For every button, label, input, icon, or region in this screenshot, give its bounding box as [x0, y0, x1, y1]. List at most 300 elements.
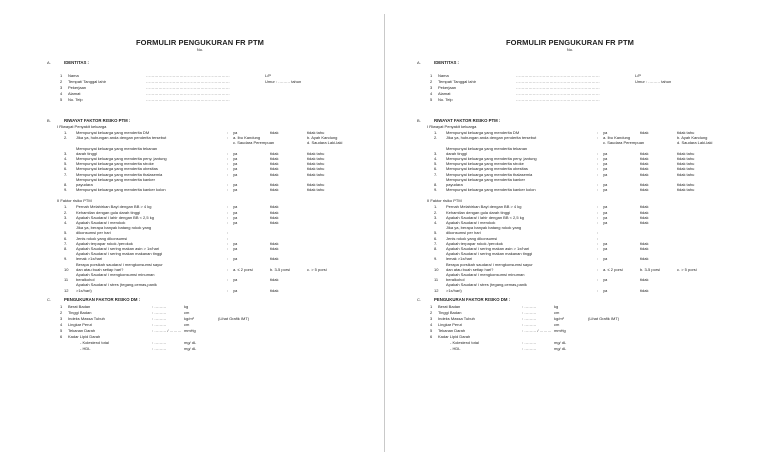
- answer-option: ya: [233, 209, 238, 215]
- field-label: Tempat/ Tanggal lahir: [438, 79, 476, 84]
- subsection-label: I Riwayat Penyakit keluarga: [427, 124, 477, 129]
- answer-option: tidak: [270, 150, 279, 156]
- answer-option: ya: [603, 204, 608, 210]
- section-title: PENGUKURAN FAKTOR RISIKO DM :: [64, 296, 141, 302]
- section-letter: C.: [417, 296, 421, 302]
- question-number: 11: [64, 277, 69, 283]
- question-text: dikonsumsi per hari: [446, 230, 481, 236]
- field-label: Nama: [438, 73, 449, 78]
- question-text: Mempunyai keluarga yang menderita tekanan: [76, 145, 158, 151]
- question-text: Mempunyai keluarga yang menderita kanker kolon: [76, 187, 166, 193]
- field-unit: mg/ dL: [184, 345, 197, 351]
- answer-option: ya: [603, 277, 608, 283]
- answer-option: tidak: [270, 182, 279, 187]
- question-text: Mempunyai keluarga yang menderita obesitas: [76, 166, 158, 172]
- answer-colon: :: [227, 287, 229, 293]
- answer-option: c. Saudara Perempuan: [233, 140, 275, 146]
- answer-colon: :: [227, 204, 229, 210]
- field-number: 4: [60, 321, 63, 327]
- question-row: [370, 187, 754, 193]
- answer-option: tidak: [640, 220, 649, 225]
- field-unit: kg/m²: [184, 315, 194, 321]
- question-number: 3.: [434, 150, 438, 156]
- question-number: 2.: [434, 209, 438, 215]
- measurement-field: [0, 346, 384, 352]
- field-label: Tinggi Badan: [68, 309, 92, 315]
- question-text: Berapa porsikah saudara/ i mengkonsumsi sayur: [76, 261, 163, 267]
- question-text: Apakah terpapar rokok /perokok: [446, 240, 503, 246]
- answer-option: ya: [233, 256, 238, 262]
- question-text: Mempunyai keluarga yang menderita stroke: [446, 161, 524, 167]
- answer-colon: :: [227, 182, 229, 187]
- answer-colon: :: [597, 256, 599, 262]
- field-value-blank: ……………………………………………………: [516, 73, 600, 78]
- question-text: >1x/hari): [76, 287, 92, 293]
- field-value-blank: ……………………………………………………: [516, 91, 600, 96]
- answer-option: a. ≤ 2 porsi: [603, 266, 623, 272]
- answer-colon: :: [227, 130, 229, 135]
- answer-option: tidak tahu: [307, 171, 325, 177]
- answer-colon: :: [227, 135, 229, 141]
- section-letter: B.: [47, 118, 51, 123]
- question-text: Apakah Saudara/ i sering makan makanan tinggi: [446, 251, 533, 257]
- question-text: dan atau buah setiap hari?: [76, 266, 124, 272]
- answer-colon: :: [227, 220, 229, 225]
- field-value-blank: ……………………………………………………: [146, 97, 230, 102]
- answer-colon: :: [597, 130, 599, 135]
- answer-option: tidak: [270, 130, 279, 135]
- answer-option: b. 3-5 porsi: [270, 266, 291, 272]
- field-value-blank: ……………………………………………………: [516, 79, 600, 84]
- question-number: 6.: [64, 166, 68, 172]
- answer-colon: :: [597, 161, 599, 167]
- answer-option: ya: [603, 130, 608, 135]
- answer-option: tidak tahu: [307, 161, 325, 167]
- field-label: Kadar Lipid Darah: [438, 333, 471, 339]
- answer-option: tidak tahu: [307, 182, 325, 187]
- field-unit: kg: [184, 303, 189, 309]
- answer-option: tidak tahu: [677, 171, 695, 177]
- question-number: 4.: [64, 220, 68, 225]
- answer-option: c. Saudara Perempuan: [603, 140, 645, 146]
- field-unit: mg/ dL: [184, 339, 197, 345]
- field-value-blank: : ………: [152, 345, 167, 351]
- question-number: 5.: [434, 161, 438, 167]
- question-text: Kehamilan dengan gula darah tinggi: [446, 209, 511, 215]
- answer-option: ya: [233, 187, 238, 193]
- field-number: 3: [430, 315, 433, 321]
- answer-colon: :: [227, 171, 229, 177]
- answer-option: tidak tahu: [677, 187, 695, 193]
- question-text: lemak >1x/hari: [446, 256, 473, 262]
- question-text: beralkohol: [446, 277, 465, 283]
- answer-option: ya: [233, 287, 238, 293]
- answer-colon: :: [597, 277, 599, 283]
- field-value-blank: : ………: [522, 309, 537, 315]
- answer-option: tidak: [640, 204, 649, 210]
- question-number: 2.: [64, 135, 68, 141]
- answer-option: ya: [603, 246, 608, 251]
- field-label: No. Telp: [68, 97, 83, 102]
- answer-option: tidak: [640, 256, 649, 262]
- question-number: 12: [434, 287, 439, 293]
- question-number: 10: [64, 266, 69, 272]
- form-page-right: [370, 0, 754, 466]
- question-text: Mempunyai keluarga yang menderita peny. jantung: [446, 156, 537, 161]
- question-number: 8.: [434, 246, 438, 251]
- answer-option: ya: [233, 156, 238, 161]
- field-label: - HDL: [80, 345, 91, 351]
- answer-colon: :: [597, 287, 599, 293]
- field-number: 6: [430, 333, 433, 339]
- field-number: 4: [60, 91, 63, 96]
- field-number: 1: [430, 303, 433, 309]
- question-number: 7.: [434, 171, 438, 177]
- question-number: 1.: [64, 130, 68, 135]
- answer-option: tidak: [640, 166, 649, 172]
- field-value-blank: : ………: [152, 321, 167, 327]
- section-c-header: [0, 297, 384, 303]
- answer-option: ya: [603, 156, 608, 161]
- question-number: 12: [64, 287, 69, 293]
- field-value-blank: : ………: [152, 303, 167, 309]
- answer-option: c. > 5 porsi: [307, 266, 327, 272]
- answer-colon: :: [597, 135, 599, 141]
- field-number: 5: [430, 97, 433, 102]
- question-text: lemak >1x/hari: [76, 256, 103, 262]
- question-number: 3.: [64, 150, 68, 156]
- question-text: Apakah Saudara/ i merokok: [446, 220, 496, 225]
- answer-colon: :: [597, 220, 599, 225]
- question-text: Jika ya, berapa banyak batang rokok yang: [446, 225, 522, 231]
- answer-option: b. Ayah Kandung: [307, 135, 338, 141]
- answer-option: tidak: [640, 246, 649, 251]
- question-number: 8.: [434, 182, 438, 187]
- field-number: 1: [430, 73, 433, 78]
- question-number: 2.: [434, 135, 438, 141]
- answer-option: tidak tahu: [307, 187, 325, 193]
- field-unit: cm: [184, 321, 190, 327]
- answer-option: tidak tahu: [307, 166, 325, 172]
- field-number: 4: [430, 321, 433, 327]
- question-text: Apakah Saudara/ i mengkonsumsi minuman: [76, 272, 155, 277]
- answer-option: ya: [233, 214, 238, 220]
- field-label: - Kolesterol total: [80, 339, 109, 345]
- question-number: 8.: [64, 182, 68, 187]
- answer-option: tidak: [270, 246, 279, 251]
- answer-colon: :: [227, 230, 229, 236]
- question-text: Jenis rokok yang dikonsumsi: [446, 235, 498, 241]
- section-c-header: [370, 297, 754, 303]
- question-text: Apakah Saudara/ i stres (tegang,cemas,panik: [446, 282, 527, 288]
- question-number: 2.: [64, 209, 68, 215]
- answer-colon: :: [227, 235, 229, 241]
- answer-option: tidak: [270, 171, 279, 177]
- field-number: 4: [430, 91, 433, 96]
- answer-option: tidak: [640, 130, 649, 135]
- field-unit: cm: [554, 309, 560, 315]
- field-unit: kg/m²: [554, 315, 564, 321]
- question-text: Mempunyai keluarga yang menderita stroke: [76, 161, 154, 167]
- section-title: IDENTITAS :: [64, 60, 89, 65]
- answer-option: tidak: [270, 161, 279, 167]
- answer-option: ya: [603, 256, 608, 262]
- answer-option: tidak: [270, 287, 279, 293]
- field-label: Pekerjaan: [438, 85, 457, 90]
- section-title: PENGUKURAN FAKTOR RISIKO DM :: [434, 296, 511, 302]
- answer-option: a. Ibu Kandung: [603, 135, 631, 141]
- question-number: 4.: [64, 156, 68, 161]
- question-number: 3.: [434, 214, 438, 220]
- question-number: 9.: [434, 187, 438, 193]
- answer-colon: :: [597, 209, 599, 215]
- field-number: 5: [60, 97, 63, 102]
- field-extra: Umur : ……… tahun: [265, 79, 302, 84]
- answer-option: ya: [603, 182, 608, 187]
- answer-option: ya: [603, 287, 608, 293]
- field-number: 2: [60, 309, 63, 315]
- question-text: Jika ya, hubungan anda dengan penderita tersebut: [446, 135, 537, 141]
- answer-option: ya: [603, 240, 608, 246]
- question-number: 6.: [64, 235, 68, 241]
- answer-colon: :: [227, 209, 229, 215]
- question-text: payudara: [446, 182, 463, 187]
- field-unit: kg: [554, 303, 559, 309]
- answer-colon: :: [597, 266, 599, 272]
- question-text: Jika ya, hubungan anda dengan penderita tersebut: [76, 135, 167, 141]
- field-label: - Kolesterol total: [450, 339, 479, 345]
- question-row: [0, 187, 384, 193]
- question-text: Pernah Melahirkan Bayi dengan BB > 4 kg: [446, 204, 522, 210]
- answer-colon: :: [227, 240, 229, 246]
- answer-colon: :: [597, 150, 599, 156]
- answer-option: c. > 5 porsi: [677, 266, 697, 272]
- answer-option: tidak: [270, 214, 279, 220]
- answer-option: ya: [603, 209, 608, 215]
- answer-colon: :: [227, 246, 229, 251]
- answer-option: ya: [233, 204, 238, 210]
- question-text: dan atau buah setiap hari?: [446, 266, 494, 272]
- field-value-blank: : ………: [522, 303, 537, 309]
- field-value-blank: : ………: [522, 315, 537, 321]
- answer-colon: :: [597, 182, 599, 187]
- section-title: RIWAYAT FAKTOR RISIKO PTM :: [64, 118, 131, 123]
- question-number: 5.: [64, 230, 68, 236]
- question-text: Apakah Saudara/ i stres (tegang,cemas,panik: [76, 282, 157, 288]
- question-text: beralkohol: [76, 277, 95, 283]
- field-number: 6: [60, 333, 63, 339]
- answer-option: ya: [603, 220, 608, 225]
- answer-option: tidak: [640, 277, 649, 283]
- section-title: IDENTITAS :: [434, 60, 459, 65]
- answer-colon: :: [597, 235, 599, 241]
- question-number: 9.: [64, 256, 68, 262]
- field-label: Tekanan Darah: [438, 327, 466, 333]
- field-label: Pekerjaan: [68, 85, 87, 90]
- field-value-blank: : ……… / ………: [152, 327, 182, 333]
- answer-option: d. Saudara Laki-laki: [307, 140, 343, 146]
- answer-colon: :: [227, 187, 229, 193]
- field-value-blank: ……………………………………………………: [516, 97, 600, 102]
- answer-option: tidak tahu: [677, 182, 695, 187]
- question-text: Mempunyai keluarga yang menderita thalasemia: [446, 171, 533, 177]
- answer-option: ya: [233, 246, 238, 251]
- question-text: Apakah Saudara/ i lahir dengan BB < 2,5 kg: [446, 214, 524, 220]
- field-number: 5: [60, 327, 63, 333]
- answer-option: ya: [233, 277, 238, 283]
- field-value-blank: : ……… / ………: [522, 327, 552, 333]
- field-unit: mg/ dL: [554, 339, 567, 345]
- answer-option: ya: [233, 150, 238, 156]
- field-label: Nama: [68, 73, 79, 78]
- field-extra: L/P: [635, 73, 642, 78]
- field-value-blank: ……………………………………………………: [516, 85, 600, 90]
- field-label: Lingkar Perut: [438, 321, 462, 327]
- form-title: FORMULIR PENGUKURAN FR PTM: [135, 38, 264, 47]
- question-text: Mempunyai keluarga yang menderita peny. jantung: [76, 156, 167, 161]
- field-value-blank: ……………………………………………………: [146, 91, 230, 96]
- field-extra: L/P: [265, 73, 272, 78]
- section-letter: A.: [47, 60, 51, 65]
- answer-option: tidak: [640, 240, 649, 246]
- field-number: 3: [430, 85, 433, 90]
- answer-colon: :: [597, 187, 599, 193]
- question-number: 10: [434, 266, 439, 272]
- answer-option: ya: [603, 161, 608, 167]
- question-text: darah tinggi: [446, 150, 467, 156]
- question-text: Mempunyai keluarga yang menderita DM: [76, 130, 150, 135]
- field-label: Alamat: [68, 91, 81, 96]
- question-number: 1.: [64, 204, 68, 210]
- field-label: - HDL: [450, 345, 461, 351]
- question-number: 1.: [434, 130, 438, 135]
- form-number-label: No.: [566, 47, 574, 52]
- field-value-blank: : ………: [152, 315, 167, 321]
- field-unit: mmHg: [184, 327, 196, 333]
- field-number: 3: [60, 85, 63, 90]
- question-text: Mempunyai keluarga yang menderita obesitas: [446, 166, 528, 172]
- identity-field: [370, 97, 754, 103]
- answer-option: tidak tahu: [677, 150, 695, 156]
- question-text: Jika ya, berapa banyak batang rokok yang: [76, 225, 152, 231]
- answer-option: tidak: [270, 209, 279, 215]
- subsection-label: I Riwayat Penyakit keluarga: [57, 124, 107, 129]
- answer-option: tidak: [640, 209, 649, 215]
- question-text: Mempunyai keluarga yang menderita kanker kolon: [446, 187, 536, 193]
- question-text: Mempunyai keluarga yang menderita kanker: [446, 176, 525, 182]
- answer-option: ya: [603, 171, 608, 177]
- question-number: 6.: [434, 166, 438, 172]
- answer-option: tidak tahu: [307, 150, 325, 156]
- question-number: 1.: [434, 204, 438, 210]
- answer-option: ya: [233, 171, 238, 177]
- answer-option: tidak: [270, 256, 279, 262]
- answer-colon: :: [227, 214, 229, 220]
- answer-option: tidak: [640, 187, 649, 193]
- field-label: Tempat/ Tanggal lahir: [68, 79, 106, 84]
- question-text: Kehamilan dengan gula darah tinggi: [76, 209, 141, 215]
- answer-option: tidak: [270, 187, 279, 193]
- answer-colon: :: [597, 156, 599, 161]
- question-text: Mempunyai keluarga yang menderita DM: [446, 130, 520, 135]
- question-number: 4.: [434, 220, 438, 225]
- answer-option: tidak: [270, 166, 279, 172]
- section-title: RIWAYAT FAKTOR RISIKO PTM :: [434, 118, 501, 123]
- answer-option: ya: [603, 166, 608, 172]
- question-number: 11: [434, 277, 439, 283]
- answer-option: ya: [603, 150, 608, 156]
- field-number: 3: [60, 315, 63, 321]
- question-text: payudara: [76, 182, 93, 187]
- answer-option: tidak: [270, 277, 279, 283]
- answer-colon: :: [227, 256, 229, 262]
- answer-option: ya: [233, 220, 238, 225]
- field-value-blank: : ………: [522, 345, 537, 351]
- question-text: Mempunyai keluarga yang menderita tekanan: [446, 145, 528, 151]
- answer-option: tidak: [640, 150, 649, 156]
- field-value-blank: : ………: [522, 321, 537, 327]
- answer-option: tidak: [270, 240, 279, 246]
- answer-colon: :: [597, 166, 599, 172]
- question-number: 6.: [434, 235, 438, 241]
- question-text: Mempunyai keluarga yang menderita thalasemia: [76, 171, 163, 177]
- question-text: >1x/hari): [446, 287, 462, 293]
- answer-colon: :: [227, 150, 229, 156]
- question-text: dikonsumsi per hari: [76, 230, 111, 236]
- field-value-blank: : ………: [522, 339, 537, 345]
- field-note: (Lihat Grafik IMT): [218, 315, 250, 321]
- field-number: 5: [430, 327, 433, 333]
- question-row: [0, 288, 384, 294]
- field-label: Kadar Lipid Darah: [68, 333, 101, 339]
- answer-colon: :: [227, 161, 229, 167]
- question-number: 3.: [64, 214, 68, 220]
- field-label: Tekanan Darah: [68, 327, 96, 333]
- field-label: Berat Badan: [438, 303, 461, 309]
- answer-option: b. Ayah Kandung: [677, 135, 708, 141]
- question-number: 5.: [64, 161, 68, 167]
- answer-option: tidak: [270, 204, 279, 210]
- field-value-blank: ……………………………………………………: [146, 85, 230, 90]
- answer-option: tidak: [640, 214, 649, 220]
- question-number: 8.: [64, 246, 68, 251]
- question-number: 7.: [64, 240, 68, 246]
- field-note: (Lihat Grafik IMT): [588, 315, 620, 321]
- question-text: Apakah Saudara/ i lahir dengan BB < 2,5 kg: [76, 214, 154, 220]
- question-text: Jenis rokok yang dikonsumsi: [76, 235, 128, 241]
- field-value-blank: ……………………………………………………: [146, 79, 230, 84]
- answer-option: a. ≤ 2 porsi: [233, 266, 253, 272]
- answer-option: tidak: [640, 182, 649, 187]
- field-value-blank: ……………………………………………………: [146, 73, 230, 78]
- question-text: darah tinggi: [76, 150, 97, 156]
- measurement-field: [370, 346, 754, 352]
- form-title: FORMULIR PENGUKURAN FR PTM: [505, 38, 634, 47]
- answer-option: tidak tahu: [677, 156, 695, 161]
- field-value-blank: : ………: [152, 309, 167, 315]
- field-label: Tinggi Badan: [438, 309, 462, 315]
- identity-field: [0, 97, 384, 103]
- field-label: Indeks Massa Tubuh: [68, 315, 105, 321]
- question-text: Apakah Saudara/ i sering makan asin > 1x/hari: [76, 246, 160, 251]
- answer-colon: :: [597, 171, 599, 177]
- subsection-label: II Faktor risiko PTM: [57, 198, 92, 204]
- answer-option: tidak: [640, 156, 649, 161]
- section-letter: C.: [47, 296, 51, 302]
- answer-colon: :: [227, 166, 229, 172]
- answer-option: tidak: [270, 156, 279, 161]
- question-row: [370, 288, 754, 294]
